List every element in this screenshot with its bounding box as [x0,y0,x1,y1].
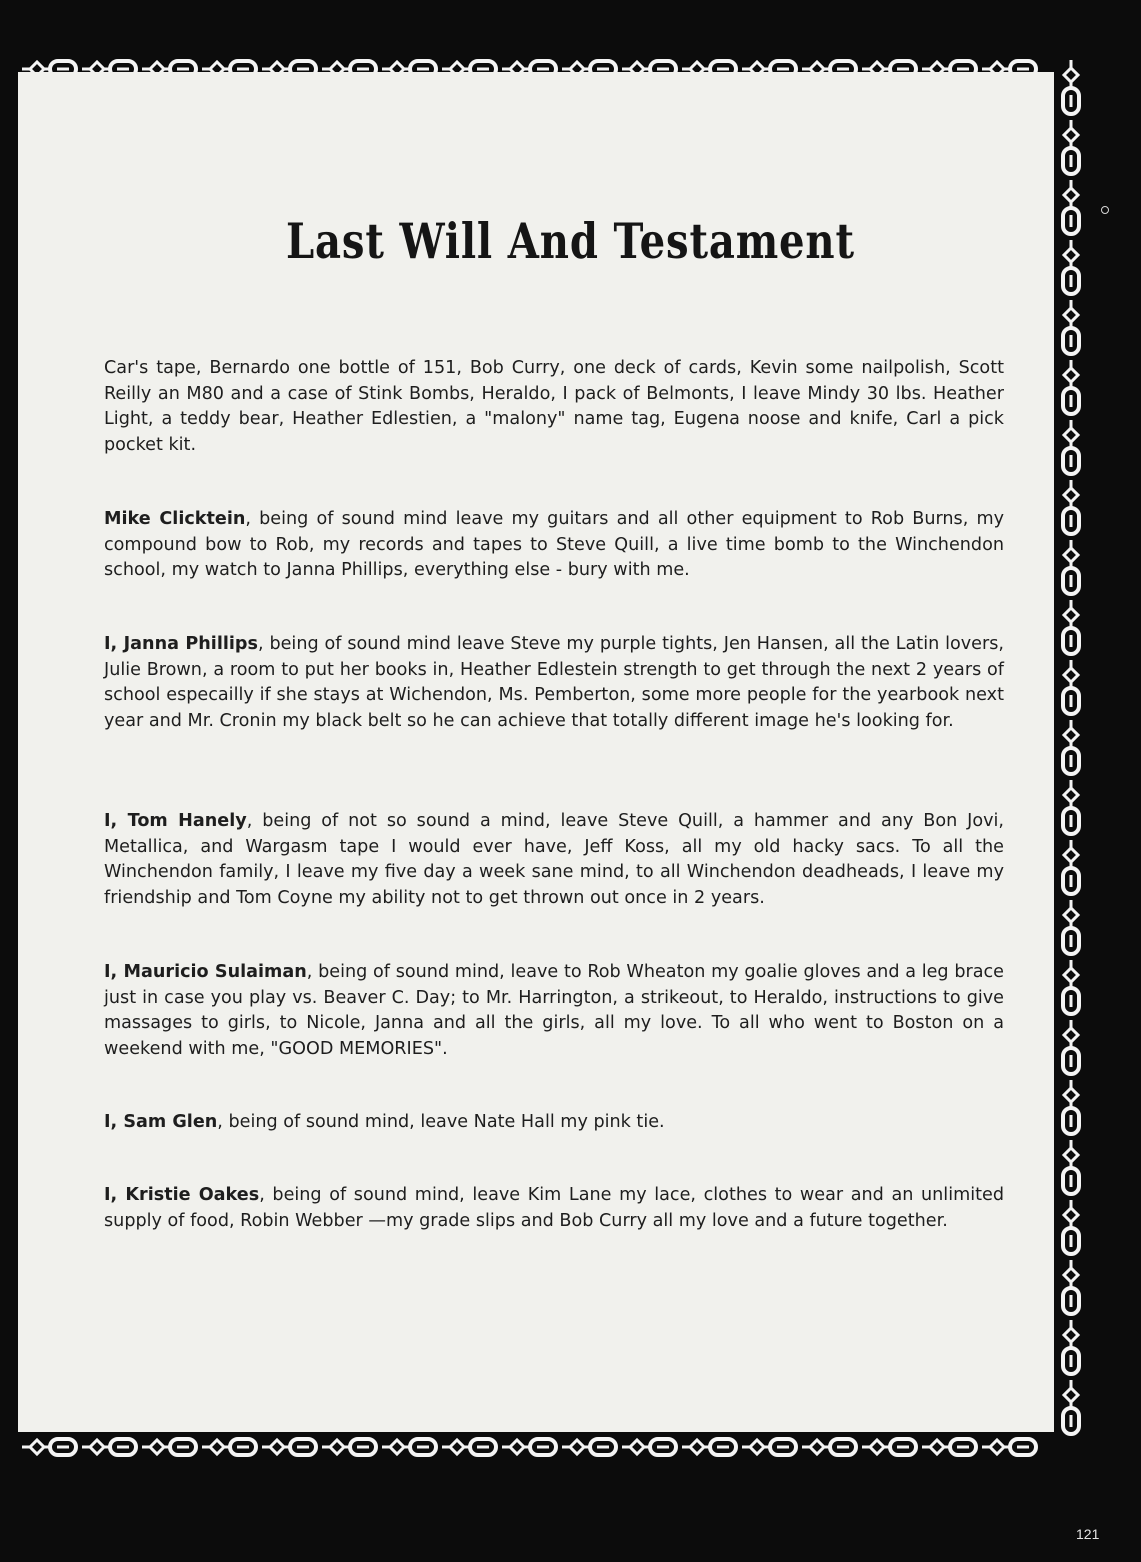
testator-name: I, Tom Hanely [104,811,247,831]
chain-diamond-icon [450,1440,464,1454]
will-paragraph [104,356,1004,458]
chain-border-bottom [22,1432,1062,1462]
chain-diamond-icon [390,1440,404,1454]
testator-name: I, Janna Phillips [104,634,258,654]
page-title: Last Will And Testament [285,212,855,270]
will-paragraph [104,1183,1004,1234]
testator-name: I, Kristie Oakes [104,1185,260,1205]
will-paragraph [104,809,1004,911]
circle-dot-icon [1101,206,1109,214]
chain-diamond-icon [1064,1088,1078,1102]
page-number: 121 [1076,1526,1100,1542]
testator-name: I, Sam Glen [104,1112,218,1132]
chain-diamond-icon [1064,1328,1078,1342]
paragraph-text: , being of not so sound a mind, leave Steve Quill, a hammer and any Bon Jovi, Metallica, and Wargasm tape I would ever have, Jeff Koss, all my old hacky sacs. To all the Winchendon family, I leave my five day a week sane mind, to all Winchendon deadheads, I leave my friendship and Tom Coyne my ability not to get thrown out once in 2 years. [104,811,1004,908]
chain-diamond-icon [1064,968,1078,982]
chain-diamond-icon [1064,188,1078,202]
chain-diamond-icon [1064,548,1078,562]
chain-diamond-icon [750,1440,764,1454]
paragraph-text: , being of sound mind, leave to Rob Wheaton my goalie gloves and a leg brace just in case you play vs. Beaver C. Day; to Mr. Harrington, a strikeout, to Heraldo, instructions to give massages to girls, to Nicole, Janna and all the girls, all my love. To all who went to Boston on a weekend with me, "GOOD MEMORIES". [104,962,1005,1059]
chain-diamond-icon [1064,308,1078,322]
chain-diamond-icon [1064,428,1078,442]
chain-diamond-icon [990,1440,1004,1454]
chain-diamond-icon [1064,1268,1078,1282]
chain-border-right [1054,60,1088,1450]
chain-diamond-icon [1064,728,1078,742]
will-paragraph [104,632,1004,734]
chain-diamond-icon [630,1440,644,1454]
chain-diamond-icon [1064,848,1078,862]
chain-diamond-icon [870,1440,884,1454]
chain-diamond-icon [1064,1208,1078,1222]
chain-diamond-icon [1064,1028,1078,1042]
chain-diamond-icon [1064,368,1078,382]
testator-name: Mike Clicktein [104,509,246,529]
chain-diamond-icon [1064,1148,1078,1162]
chain-diamond-icon [1064,248,1078,262]
paragraph-text: , being of sound mind leave Steve my purple tights, Jen Hansen, all the Latin lovers, Julie Brown, a room to put her books in, Heather Edlestein strength to get through the next 2 years of school especailly if she stays at Wichendon, Ms. Pemberton, some more people for the yearbook next year and Mr. Cronin my black belt so he can achieve that totally different image he's looking for. [104,634,1004,731]
testator-name: I, Mauricio Sulaiman [104,962,307,982]
chain-diamond-icon [810,1440,824,1454]
paragraph-text: Car's tape, Bernardo one bottle of 151, Bob Curry, one deck of cards, Kevin some nailpolish, Scott Reilly an M80 and a case of Stink Bombs, Heraldo, I pack of Belmonts, I leave Mindy 30 lbs. Heather Light, a teddy bear, Heather Edlestien, a "malony" name tag, Eugena noose and knife, Carl a pick pocket kit. [104,358,1004,455]
chain-diamond-icon [90,1440,104,1454]
chain-diamond-icon [1064,908,1078,922]
chain-diamond-icon [1064,608,1078,622]
chain-diamond-icon [1064,1388,1078,1402]
chain-diamond-icon [1064,128,1078,142]
chain-diamond-icon [510,1440,524,1454]
chain-diamond-icon [1064,488,1078,502]
chain-diamond-icon [210,1440,224,1454]
chain-diamond-icon [150,1440,164,1454]
will-paragraph [104,960,1004,1062]
paragraph-text: , being of sound mind, leave Kim Lane my lace, clothes to wear and an unlimited supply of food, Robin Webber —my grade slips and Bob Curry all my love and a future together. [104,1185,1004,1231]
chain-diamond-icon [570,1440,584,1454]
paragraph-text: , being of sound mind leave my guitars and all other equipment to Rob Burns, my compound bow to Rob, my records and tapes to Steve Quill, a live time bomb to the Winchendon school, my watch to Janna Phillips, everything else - bury with me. [104,509,1005,581]
will-paragraph [104,1110,1004,1136]
chain-diamond-icon [1064,788,1078,802]
chain-diamond-icon [330,1440,344,1454]
chain-diamond-icon [930,1440,944,1454]
chain-diamond-icon [270,1440,284,1454]
chain-diamond-icon [1064,668,1078,682]
will-paragraph [104,507,1004,584]
chain-diamond-icon [30,1440,44,1454]
chain-diamond-icon [1064,68,1078,82]
chain-diamond-icon [690,1440,704,1454]
paragraph-text: , being of sound mind, leave Nate Hall my pink tie. [217,1112,665,1132]
